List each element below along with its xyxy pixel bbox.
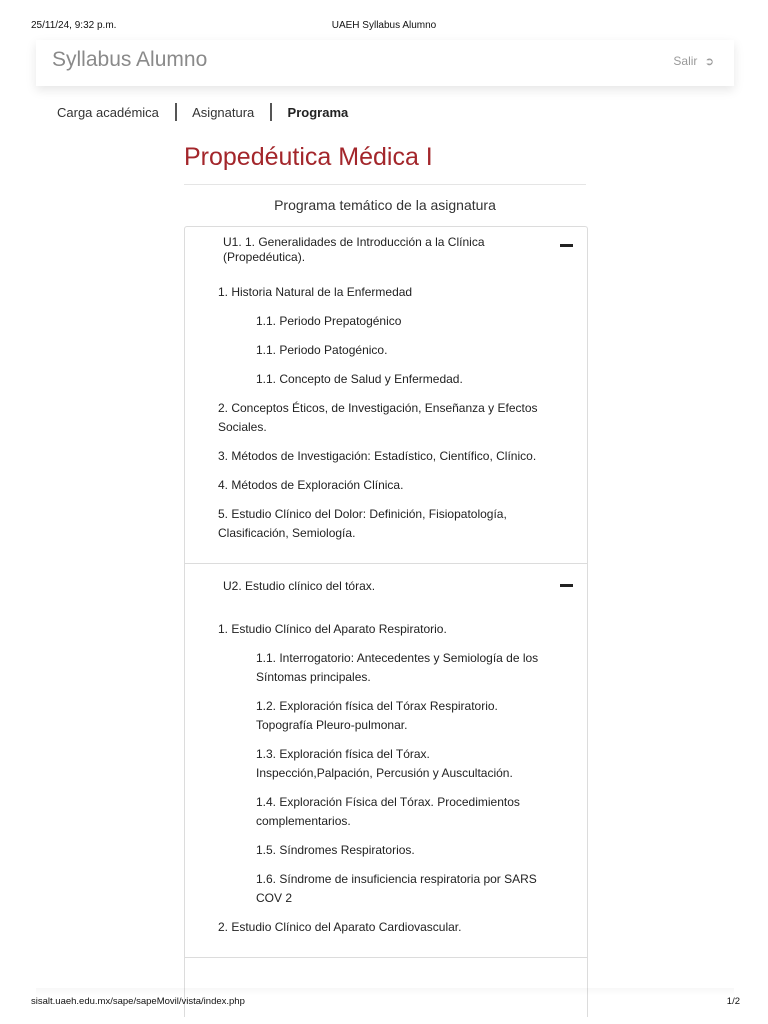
subtopic-item: 1.1. Interrogatorio: Antecedentes y Semiología de los Síntomas principales.	[256, 651, 539, 684]
subtopic-item: 1.1. Periodo Prepatogénico	[256, 314, 402, 328]
print-page-title: UAEH Syllabus Alumno	[331, 20, 437, 31]
logout-label: Salir	[673, 54, 698, 68]
print-url: sisalt.uaeh.edu.mx/sape/sapeMovil/vista/index.php	[31, 996, 245, 1007]
breadcrumb-separator	[270, 103, 272, 121]
topic-item: 3. Métodos de Investigación: Estadístico, Científico, Clínico.	[218, 449, 537, 463]
page-bottom-shadow	[36, 988, 734, 996]
topic-item: 4. Métodos de Exploración Clínica.	[218, 478, 404, 492]
collapse-minus-icon[interactable]	[560, 244, 573, 247]
topic-item: 5. Estudio Clínico del Dolor: Definición, Fisiopatología, Clasificación, Semiología.	[218, 507, 507, 540]
breadcrumb-programa: Programa	[287, 104, 349, 120]
breadcrumb-asignatura[interactable]: Asignatura	[192, 104, 255, 120]
collapse-minus-icon[interactable]	[560, 584, 573, 587]
unit-heading: U1. 1. Generalidades de Introducción a la Clínica (Propedéutica).	[223, 235, 485, 264]
logout-button[interactable]	[673, 54, 714, 68]
page-title: Propedéutica Médica I	[184, 143, 433, 171]
unit-header-u2[interactable]	[185, 564, 587, 594]
topic-item: 2. Conceptos Éticos, de Investigación, Enseñanza y Efectos Sociales.	[218, 401, 538, 434]
topic-item: 2. Estudio Clínico del Aparato Cardiovascular.	[218, 920, 462, 934]
subtopic-item: 1.1. Periodo Patogénico.	[256, 343, 388, 357]
unit-header-u1[interactable]	[185, 227, 587, 265]
app-brand[interactable]: Syllabus Alumno	[52, 48, 208, 71]
print-date: 25/11/24, 9:32 p.m.	[31, 20, 117, 31]
topic-item: 1. Estudio Clínico del Aparato Respiratorio.	[218, 622, 447, 636]
exit-icon: ➲	[704, 56, 714, 68]
subtopic-item: 1.2. Exploración física del Tórax Respiratorio. Topografía Pleuro-pulmonar.	[256, 699, 498, 732]
breadcrumb-carga-academica[interactable]: Carga académica	[57, 104, 159, 120]
unit-heading: U2. Estudio clínico del tórax.	[223, 579, 376, 593]
unit-panel-u1	[185, 227, 587, 564]
subtopic-item: 1.3. Exploración física del Tórax. Inspección,Palpación, Percusión y Auscultación.	[256, 747, 513, 780]
top-navbar	[36, 40, 734, 86]
subtopic-item: 1.1. Concepto de Salud y Enfermedad.	[256, 372, 463, 386]
print-page-number: 1/2	[726, 996, 740, 1007]
breadcrumb-separator	[175, 103, 177, 121]
subtopic-item: 1.5. Síndromes Respiratorios.	[256, 843, 415, 857]
subtopic-item: 1.4. Exploración Física del Tórax. Procedimientos complementarios.	[256, 795, 520, 828]
print-header	[0, 20, 768, 34]
title-divider	[184, 184, 586, 185]
units-accordion	[184, 226, 588, 1017]
subtopic-item: 1.6. Síndrome de insuficiencia respiratoria por SARS COV 2	[256, 872, 537, 905]
breadcrumb	[57, 103, 348, 121]
page-subtitle: Programa temático de la asignatura	[274, 197, 496, 213]
topic-item: 1. Historia Natural de la Enfermedad	[218, 285, 413, 299]
unit-panel-u2	[185, 564, 587, 958]
